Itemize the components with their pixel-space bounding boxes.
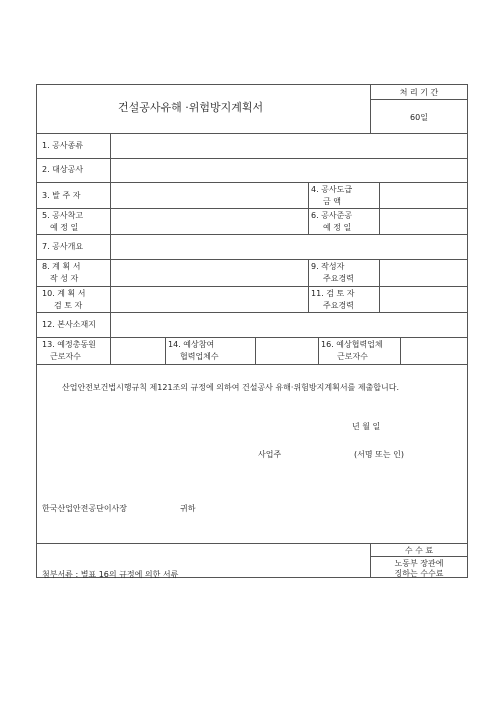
processing-period-value: 60일 (410, 113, 428, 122)
divider (379, 182, 380, 234)
divider (318, 337, 319, 364)
divider (255, 337, 256, 364)
divider (36, 312, 468, 313)
divider (370, 556, 468, 557)
field-label-completion-date-2: 예 정 일 (323, 223, 352, 232)
divider (36, 286, 468, 287)
divider (110, 337, 111, 364)
divider (36, 208, 468, 209)
fee-text-line1: 노동부 장관에 (394, 559, 444, 568)
field-label-partner-count: 14. 예상참여 (168, 340, 215, 349)
field-label-reviewer-career-2: 주요경력 (323, 301, 354, 310)
field-label-start-date: 5. 공사착고 (42, 211, 84, 220)
field-label-completion-date: 6. 공사준공 (311, 211, 353, 220)
field-label-hq-address: 12. 본사소재지 (42, 320, 96, 329)
divider (36, 337, 468, 338)
divider (36, 543, 468, 544)
field-label-construction-type: 1. 공사종류 (42, 141, 84, 150)
field-label-plan-reviewer-2: 검 토 자 (54, 301, 83, 310)
form-title: 건설공사유해 ·위험방지계획서 (118, 101, 264, 114)
divider (36, 234, 468, 235)
field-label-plan-author: 8. 계 획 서 (42, 262, 81, 271)
field-label-reviewer-career: 11. 검 토 자 (311, 289, 355, 298)
fee-label: 수 수 료 (404, 546, 434, 555)
field-label-plan-reviewer: 10. 계 획 서 (42, 289, 86, 298)
declaration-text: 산업안전보건법시행규칙 제121조의 규정에 의하여 건설공사 유해·위험방지계획서를 제출합니다. (62, 383, 400, 392)
field-label-total-workers: 13. 예정총동원 (42, 340, 96, 349)
field-label-total-workers-2: 근로자수 (50, 352, 81, 361)
divider (36, 364, 468, 365)
attachments-note: 첨부서류 : 별표 16의 규정에 의한 서류 (42, 570, 179, 579)
recipient-suffix: 귀하 (180, 504, 196, 513)
field-label-author-career: 9. 작성자 (311, 262, 345, 271)
field-label-partner-workers: 16. 예상협력업체 (321, 340, 383, 349)
divider (379, 259, 380, 312)
field-label-author-career-2: 주요경력 (323, 274, 354, 283)
applicant-label: 사업주 (258, 450, 282, 459)
recipient: 한국산업안전공단이사장 (42, 504, 128, 513)
date-line: 년 월 일 (352, 422, 381, 431)
field-label-contract-amount: 4. 공사도급 (311, 185, 353, 194)
divider (110, 133, 111, 337)
divider (36, 158, 468, 159)
divider (308, 182, 309, 234)
field-label-overview: 7. 공사개요 (42, 242, 84, 251)
field-label-contract-amount-2: 금 액 (323, 197, 341, 206)
field-label-partner-count-2: 협력업체수 (180, 352, 219, 361)
divider (308, 259, 309, 312)
fee-text-line2: 징하는 수수료 (394, 569, 444, 578)
field-label-start-date-2: 예 정 일 (50, 223, 79, 232)
signature-line: (서명 또는 인) (354, 450, 404, 459)
field-label-client: 3. 발 주 자 (42, 191, 81, 200)
divider (36, 182, 468, 183)
divider (370, 99, 468, 100)
processing-period-label: 처 리 기 간 (399, 88, 439, 97)
field-label-plan-author-2: 작 성 자 (50, 274, 79, 283)
divider (36, 259, 468, 260)
divider (36, 133, 468, 134)
field-label-target-construction: 2. 대상공사 (42, 165, 84, 174)
divider (400, 337, 401, 364)
divider (165, 337, 166, 364)
field-label-partner-workers-2: 근로자수 (337, 352, 368, 361)
